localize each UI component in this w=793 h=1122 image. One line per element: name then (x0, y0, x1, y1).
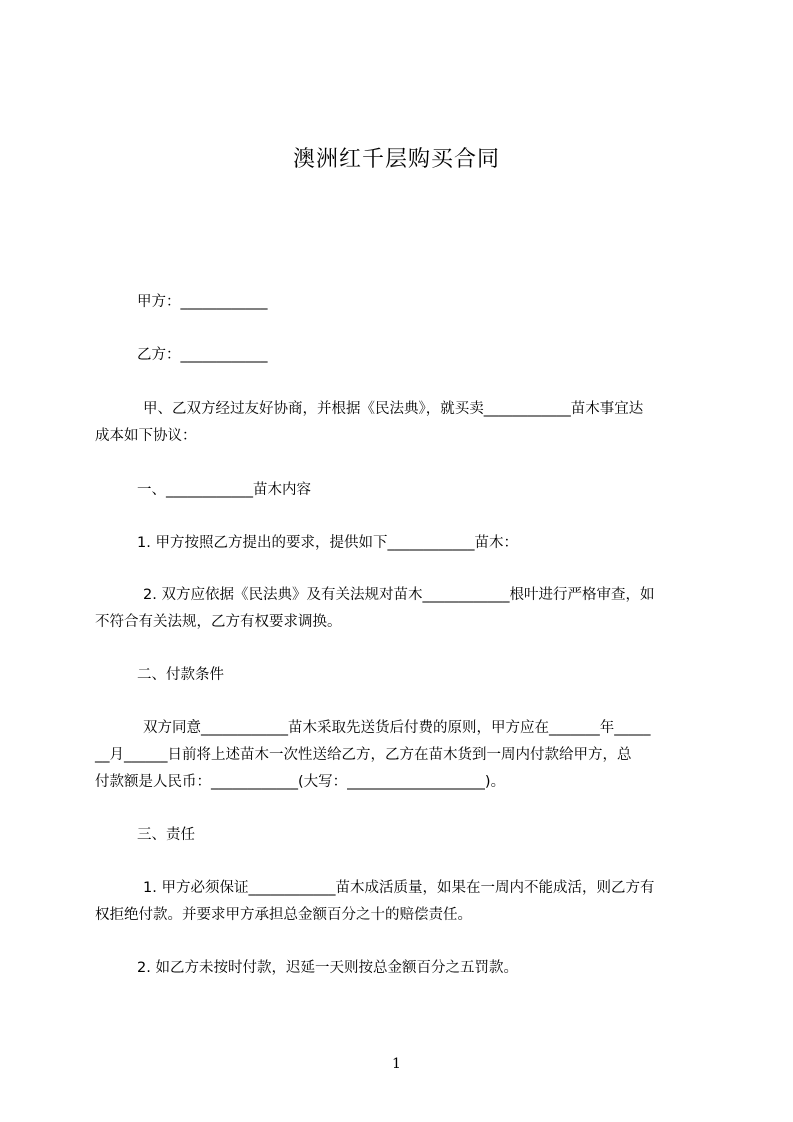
section-1-item-2-line-1: 2. 双方应依据《民法典》及有关法规对苗木____________根叶进行严格审查，如 (143, 587, 655, 603)
section-1-item-2-line-2: 不符合有关法规，乙方有权要求调换。 (95, 614, 342, 630)
section-3-heading: 三、责任 (137, 827, 195, 843)
page-number: 1 (392, 1056, 401, 1072)
intro-paragraph-line-1: 甲、乙双方经过友好协商，并根据《民法典》，就买卖____________苗木事宜达 (143, 401, 644, 417)
party-a-line: 甲方：____________ (137, 294, 268, 310)
section-1-item-1: 1. 甲方按照乙方提出的要求，提供如下____________苗木： (137, 535, 518, 551)
section-2-paragraph-line-2: __月______日前将上述苗木一次性送给乙方，乙方在苗木货到一周内付款给甲方，总 (95, 747, 632, 763)
section-3-item-1-line-2: 权拒绝付款。并要求甲方承担总金额百分之十的赔偿责任。 (95, 907, 472, 923)
document-title: 澳洲红千层购买合同 (292, 147, 500, 172)
section-2-paragraph-line-1: 双方同意____________苗木采取先送货后付费的原则，甲方应在_______年_____ (143, 720, 651, 736)
section-3-item-2: 2. 如乙方未按时付款，迟延一天则按总金额百分之五罚款。 (137, 960, 518, 976)
party-b-line: 乙方：____________ (137, 347, 268, 363)
section-2-heading: 二、付款条件 (137, 667, 224, 683)
intro-paragraph-line-2: 成本如下协议： (95, 428, 197, 444)
section-1-heading: 一、____________苗木内容 (137, 482, 311, 498)
section-3-item-1-line-1: 1. 甲方必须保证____________苗木成活质量，如果在一周内不能成活，则乙方有 (143, 880, 655, 896)
section-2-paragraph-line-3: 付款额是人民币：____________(大写：___________________)。 (95, 774, 506, 790)
